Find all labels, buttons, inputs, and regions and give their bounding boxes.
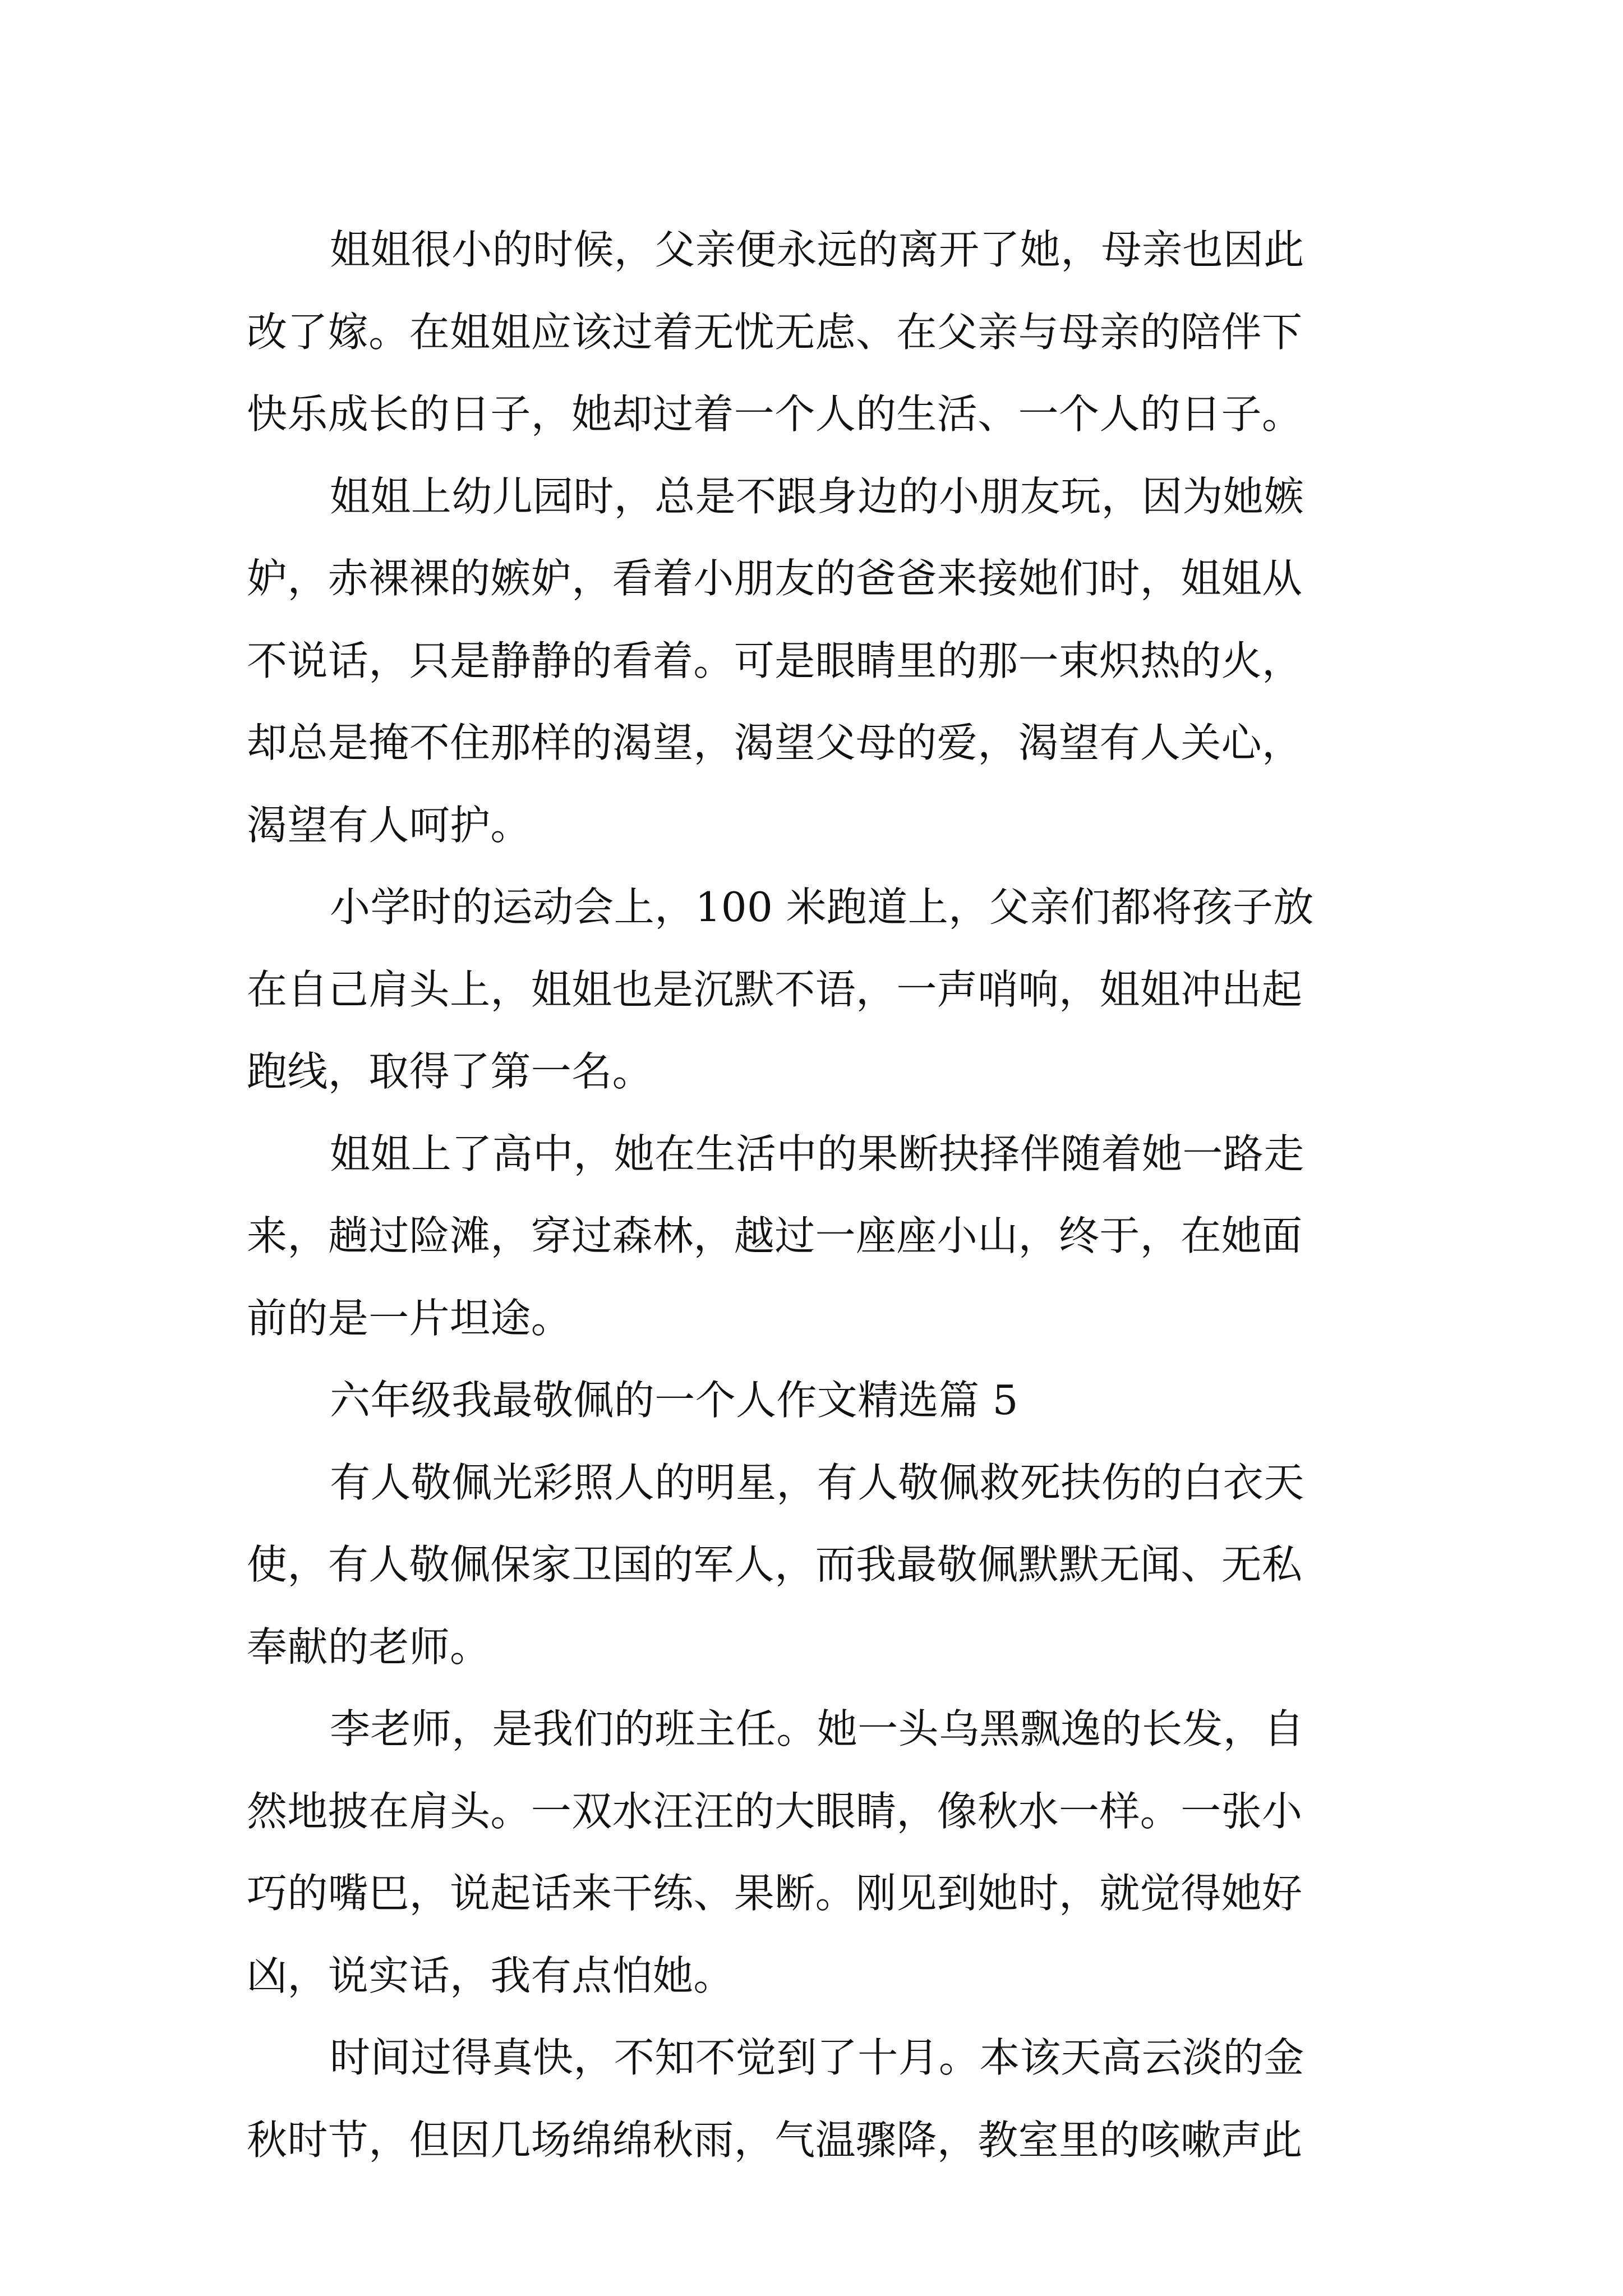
text-line: 改了嫁。在姐姐应该过着无忧无虑、在父亲与母亲的陪伴下 xyxy=(247,308,1303,356)
text-line: 巧的嘴巴，说起话来干练、果断。刚见到她时，就觉得她好 xyxy=(247,1870,1303,1917)
text-line: 奉献的老师。 xyxy=(247,1623,491,1671)
text-line: 姐姐上了高中，她在生活中的果断抉择伴随着她一路走 xyxy=(330,1130,1304,1177)
text-line: 使，有人敬佩保家卫国的军人，而我最敬佩默默无闻、无私 xyxy=(247,1541,1303,1588)
text-line: 妒，赤裸裸的嫉妒，看着小朋友的爸爸来接她们时，姐姐从 xyxy=(247,555,1303,602)
text-line: 不说话，只是静静的看着。可是眼睛里的那一束炽热的火， xyxy=(247,637,1303,684)
text-line: 在自己肩头上，姐姐也是沉默不语，一声哨响，姐姐冲出起 xyxy=(247,965,1303,1013)
document-body xyxy=(247,209,1385,2181)
text-line: 然地披在肩头。一双水汪汪的大眼睛，像秋水一样。一张小 xyxy=(247,1787,1303,1835)
text-line: 有人敬佩光彩照人的明星，有人敬佩救死扶伤的白衣天 xyxy=(330,1458,1304,1506)
text-line: 渴望有人呵护。 xyxy=(247,801,531,849)
text-line: 六年级我最敬佩的一个人作文精选篇 5 xyxy=(330,1377,1018,1424)
text-line: 前的是一片坦途。 xyxy=(247,1294,572,1342)
text-line: 却总是掩不住那样的渴望，渴望父母的爱，渴望有人关心， xyxy=(247,719,1303,766)
text-line: 时间过得真快，不知不觉到了十月。本该天高云淡的金 xyxy=(330,2034,1304,2081)
text-line: 姐姐上幼儿园时，总是不跟身边的小朋友玩，因为她嫉 xyxy=(330,472,1304,520)
text-line: 快乐成长的日子，她却过着一个人的生活、一个人的日子。 xyxy=(247,390,1303,438)
text-line: 跑线，取得了第一名。 xyxy=(247,1048,653,1095)
text-line: 姐姐很小的时候，父亲便永远的离开了她，母亲也因此 xyxy=(330,226,1304,273)
text-line: 来，趟过险滩，穿过森林，越过一座座小山，终于，在她面 xyxy=(247,1212,1303,1259)
text-line: 凶，说实话，我有点怕她。 xyxy=(247,1952,734,1999)
text-line: 小学时的运动会上，100 米跑道上，父亲们都将孩子放 xyxy=(330,884,1314,931)
text-line: 秋时节，但因几场绵绵秋雨，气温骤降，教室里的咳嗽声此 xyxy=(247,2116,1303,2164)
text-line: 李老师，是我们的班主任。她一头乌黑飘逸的长发，自 xyxy=(330,1705,1304,1752)
